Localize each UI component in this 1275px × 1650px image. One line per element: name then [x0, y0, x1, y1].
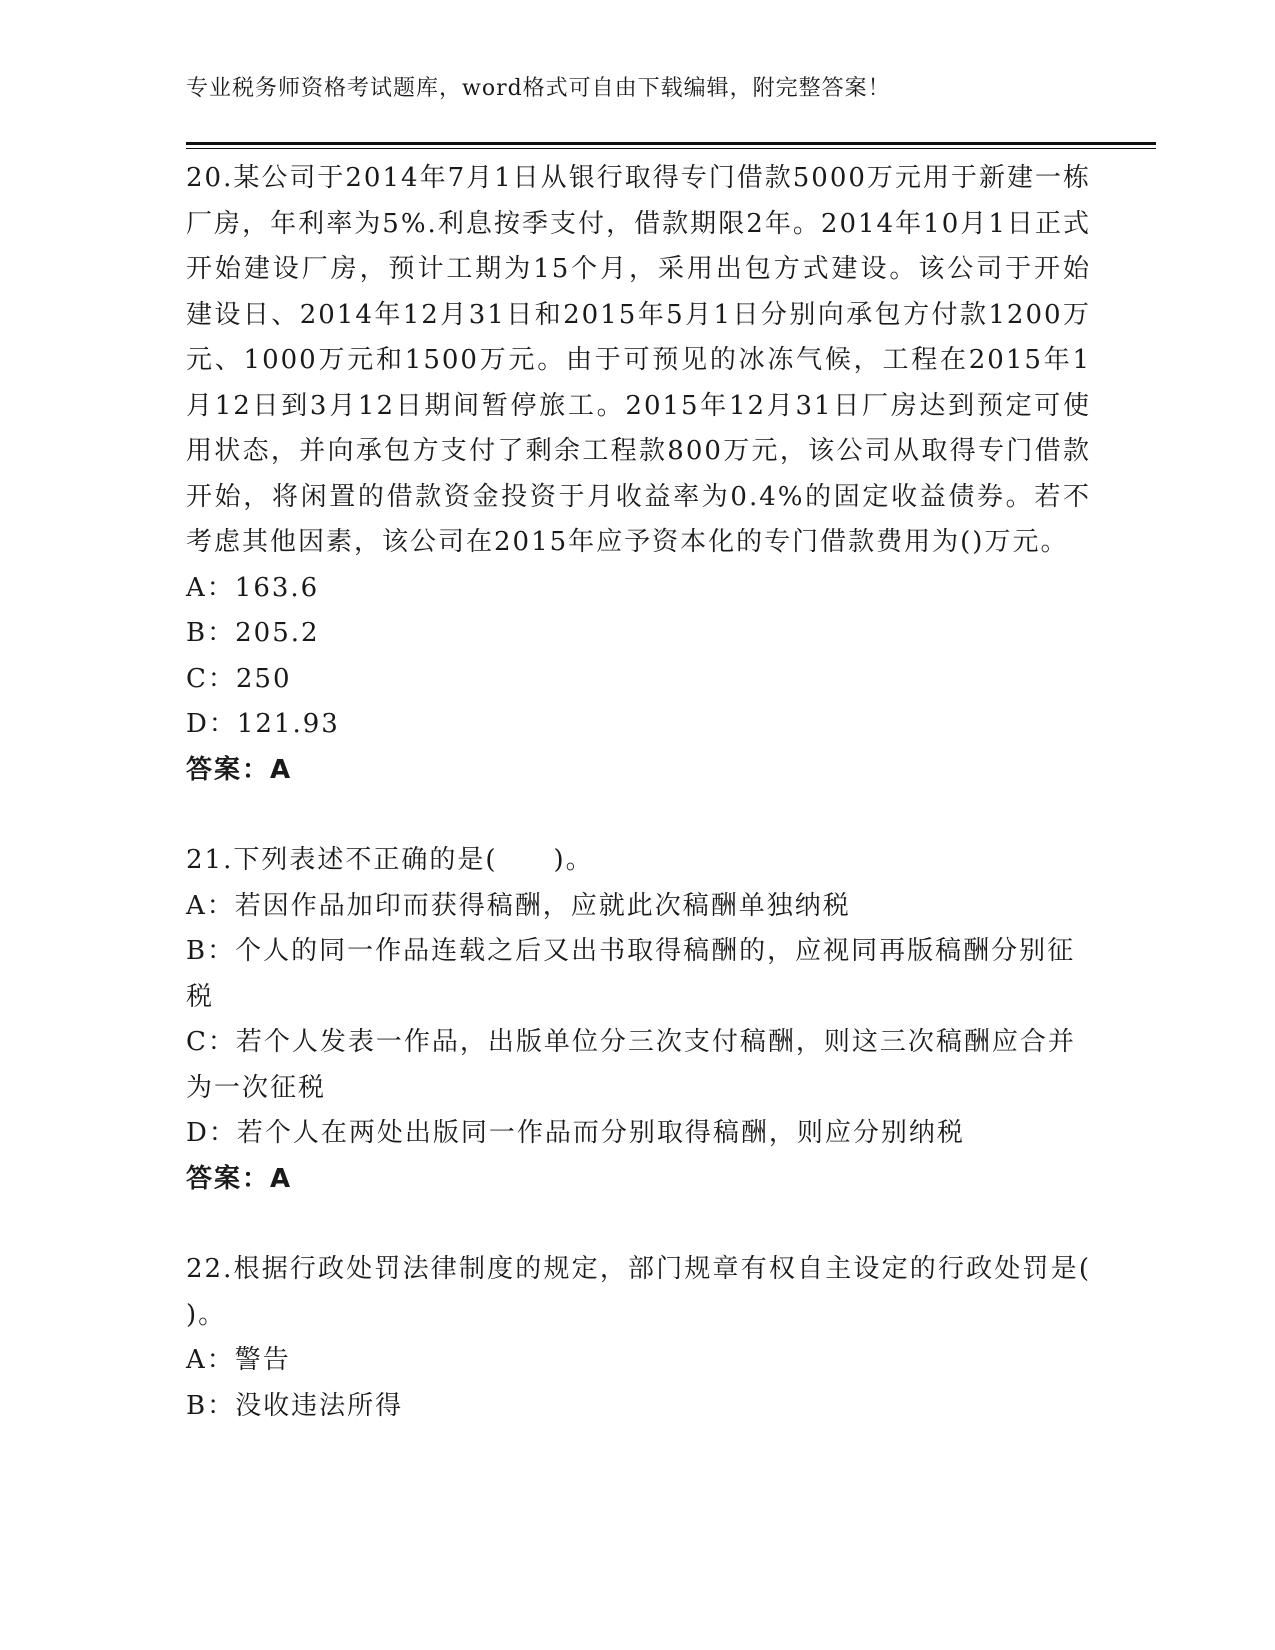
- header-rule-thick: [186, 142, 1156, 145]
- option-c: C：250: [186, 663, 292, 694]
- spacer: [186, 793, 1091, 838]
- option-a: A：163.6: [186, 572, 320, 603]
- question-list: [186, 156, 1091, 1429]
- page-header: 专业税务师资格考试题库，word格式可自由下载编辑，附完整答案！: [186, 76, 891, 101]
- question-22: [186, 1247, 1091, 1429]
- option-a: A：警告: [186, 1345, 291, 1375]
- question-21: [186, 838, 1091, 1202]
- spacer: [186, 1202, 1091, 1247]
- option-d: D：121.93: [186, 709, 340, 739]
- header-rule-thin: [186, 148, 1156, 149]
- question-20: [186, 156, 1091, 793]
- question-text: 22.根据行政处罚法律制度的规定，部门规章有权自主设定的行政处罚是( )。: [186, 1254, 1091, 1330]
- option-d: D：若个人在两处出版同一作品而分别取得稿酬，则应分别纳税: [186, 1118, 965, 1148]
- question-text: 20.某公司于2014年7月1日从银行取得专门借款5000万元用于新建一栋厂房，年利率为5%.利息按季支付，借款期限2年。2014年10月1日正式开始建设厂房，预计工期为15个月，采用出包方式建设。该公司于开始建设日、2014年12月31日和2015年5月1日分别向承包方付款1200万元、1000万元和1500万元。由于可预见的冰冻气候，工程在2015年1月12日到3月12日期间暂停旅工。2015年12月31日厂房达到预定可使用状态，并向承包方支付了剩余工程款800万元，该公司从取得专门借款开始，将闲置的借款资金投资于月收益率为0.4%的固定收益债券。若不考虑其他因素，该公司在2015年应予资本化的专门借款费用为()万元。: [186, 163, 1091, 557]
- option-b: B：没收违法所得: [186, 1390, 404, 1421]
- option-a: A：若因作品加印而获得稿酬，应就此次稿酬单独纳税: [186, 890, 851, 921]
- option-b: B：个人的同一作品连载之后又出书取得稿酬的，应视同再版稿酬分别征税: [186, 936, 1076, 1012]
- option-c: C：若个人发表一作品，出版单位分三次支付稿酬，则这三次稿酬应合并为一次征税: [186, 1027, 1076, 1103]
- option-b: B：205.2: [186, 618, 320, 648]
- answer: 答案：A: [186, 754, 293, 785]
- answer: 答案：A: [186, 1163, 293, 1194]
- question-text: 21.下列表述不正确的是( )。: [186, 845, 594, 875]
